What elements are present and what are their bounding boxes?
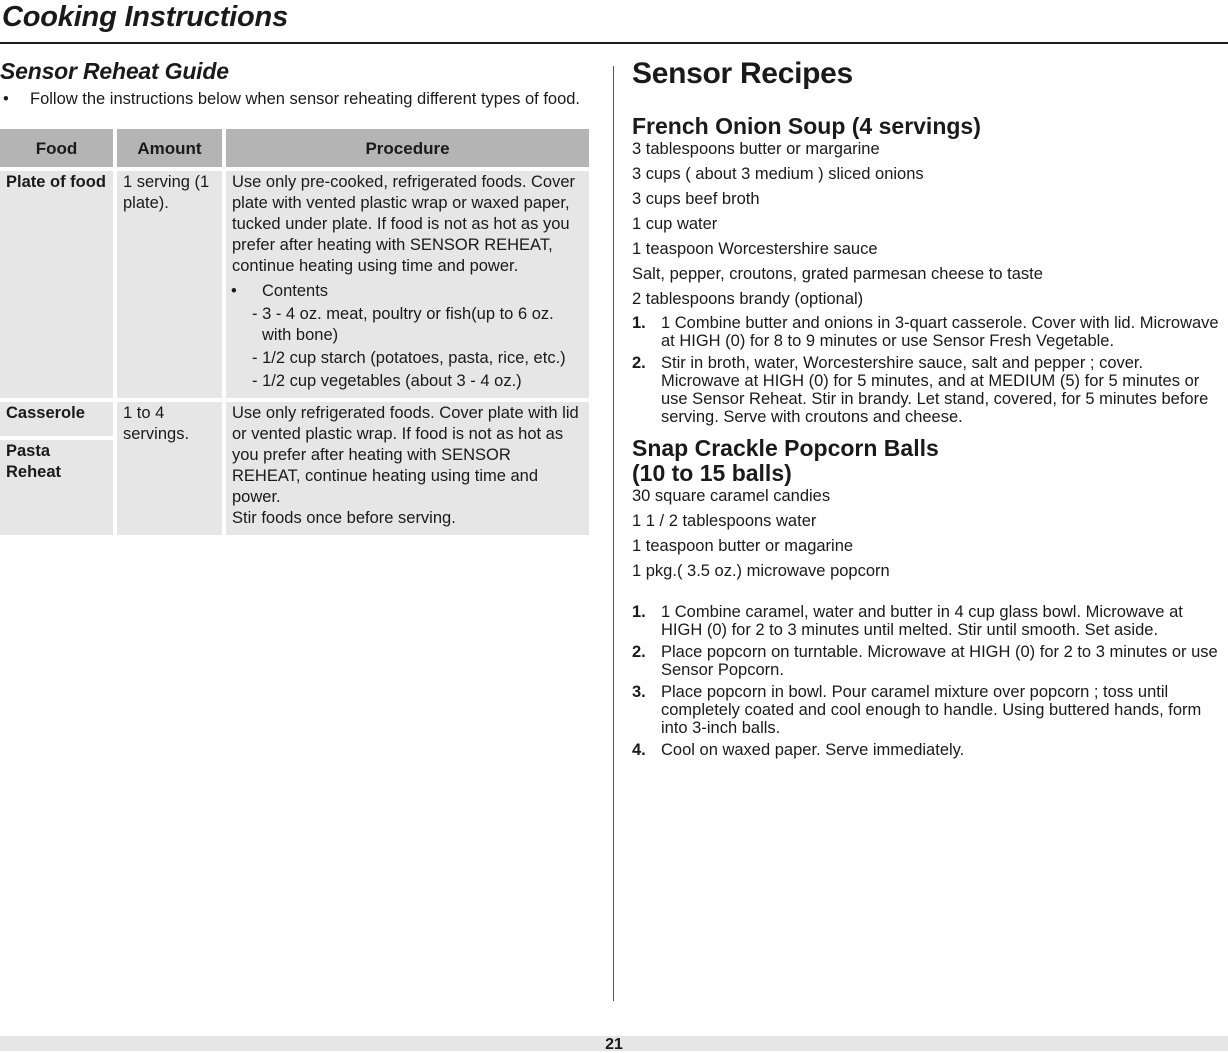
table-header-row: [0, 129, 589, 167]
reheat-table: [0, 125, 593, 539]
step: [632, 314, 1226, 350]
step-number: 1.: [632, 603, 646, 621]
ingredient: 1 1 / 2 tablespoons water: [632, 512, 817, 530]
column-header-food: Food: [0, 129, 113, 167]
step-text: Cool on waxed paper. Serve immediately.: [661, 741, 965, 759]
page-title: Cooking Instructions: [2, 1, 289, 33]
step-number: 1.: [632, 314, 646, 332]
guide-intro: [0, 89, 596, 109]
step-number: 4.: [632, 741, 646, 759]
contents-item: - 1/2 cup vegetables (about 3 - 4 oz.): [252, 372, 522, 390]
step-text: Stir in broth, water, Worcestershire sauce, salt and pepper ; cover. Microwave at HIGH (0) for 5 minutes, and at MEDIUM (5) for 5 minutes or use Sensor Reheat. Stir in brandy. Let stand, covered, for 5 minutes before serving. Serve with croutons and cheese.: [661, 354, 1209, 426]
ingredient: 2 tablespoons brandy (optional): [632, 290, 864, 308]
ingredient: 3 tablespoons butter or margarine: [632, 140, 880, 158]
column-header-amount: Amount: [117, 129, 222, 167]
ingredient: 1 cup water: [632, 215, 718, 233]
page-header: [0, 0, 1228, 44]
amount-cell: 1 serving (1 plate).: [117, 171, 222, 398]
ingredient: 3 cups beef broth: [632, 190, 760, 208]
step-number: 2.: [632, 354, 646, 372]
procedure-text: Use only pre-cooked, refrigerated foods. Cover plate with vented plastic wrap or waxed paper, tucked under plate. If food is not as hot as you prefer after heating with SENSOR REHEAT, continue heating using time and power.: [232, 173, 576, 275]
column-header-procedure: Procedure: [226, 129, 589, 167]
amount-cell: 1 to 4 servings.: [117, 402, 222, 535]
step-number: 2.: [632, 643, 646, 661]
step: [632, 643, 1226, 679]
contents-heading: [232, 281, 583, 302]
bullet-icon: •: [3, 90, 9, 108]
table-row: [0, 171, 589, 398]
procedure-cell: [226, 402, 589, 535]
step: [632, 603, 1226, 639]
sensor-reheat-guide: [0, 58, 596, 539]
step: [632, 354, 1226, 426]
table-row: [0, 402, 589, 436]
contents-label: Contents: [262, 282, 329, 300]
procedure-text: Use only refrigerated foods. Cover plate with lid or vented plastic wrap. If food is not as hot as you prefer after heating with SENSOR REHEAT, continue heating using time and power.: [232, 404, 579, 506]
recipe-french-onion-soup: [632, 114, 1226, 426]
step: [632, 741, 1226, 759]
steps-list: [632, 603, 1226, 759]
food-cell: Plate of food: [0, 171, 113, 398]
recipe-title-line: Snap Crackle Popcorn Balls: [632, 435, 939, 461]
recipes-title: Sensor Recipes: [632, 57, 853, 90]
ingredient: 1 teaspoon butter or magarine: [632, 537, 854, 555]
step-text: Place popcorn on turntable. Microwave at HIGH (0) for 2 to 3 minutes or use Sensor Popcorn.: [661, 643, 1218, 679]
guide-title: Sensor Reheat Guide: [0, 58, 229, 84]
contents-item: - 3 - 4 oz. meat, poultry or fish(up to 6 oz. with bone): [252, 305, 554, 344]
recipe-title: French Onion Soup (4 servings): [632, 113, 981, 139]
ingredient: 3 cups ( about 3 medium ) sliced onions: [632, 165, 924, 183]
guide-intro-text: Follow the instructions below when sensor reheating different types of food.: [30, 90, 581, 108]
page-footer: [0, 1036, 1228, 1051]
step: [632, 683, 1226, 737]
contents-item: - 1/2 cup starch (potatoes, pasta, rice, etc.): [252, 349, 566, 367]
food-cell: Pasta Reheat: [0, 440, 113, 535]
ingredient: 30 square caramel candies: [632, 487, 831, 505]
ingredient: 1 pkg.( 3.5 oz.) microwave popcorn: [632, 562, 890, 580]
ingredient: 1 teaspoon Worcestershire sauce: [632, 240, 878, 258]
spacer: [632, 586, 1226, 603]
step-text: 1 Combine caramel, water and butter in 4 cup glass bowl. Microwave at HIGH (0) for 2 to 3 minutes until melted. Stir until smooth. Set aside.: [661, 603, 1183, 639]
ingredient: Salt, pepper, croutons, grated parmesan cheese to taste: [632, 265, 1043, 283]
recipe-popcorn-balls: [632, 436, 1226, 759]
step-text: 1 Combine butter and onions in 3-quart casserole. Cover with lid. Microwave at HIGH (0) for 8 to 9 minutes or use Sensor Fresh Vegetable.: [661, 314, 1219, 350]
sensor-recipes: [632, 56, 1226, 763]
page-number: 21: [605, 1036, 623, 1053]
recipe-title-line: (10 to 15 balls): [632, 460, 792, 486]
bullet-icon: •: [231, 282, 237, 300]
procedure-text: Stir foods once before serving.: [232, 509, 456, 527]
step-text: Place popcorn in bowl. Pour caramel mixture over popcorn ; toss until completely coated and cool enough to handle. Using buttered hands, form into 3-inch balls.: [661, 683, 1202, 737]
step-number: 3.: [632, 683, 646, 701]
recipe-title: [632, 436, 1226, 486]
procedure-cell: [226, 171, 589, 398]
column-divider: [613, 66, 614, 1001]
food-cell: Casserole: [0, 402, 113, 436]
steps-list: [632, 314, 1226, 426]
